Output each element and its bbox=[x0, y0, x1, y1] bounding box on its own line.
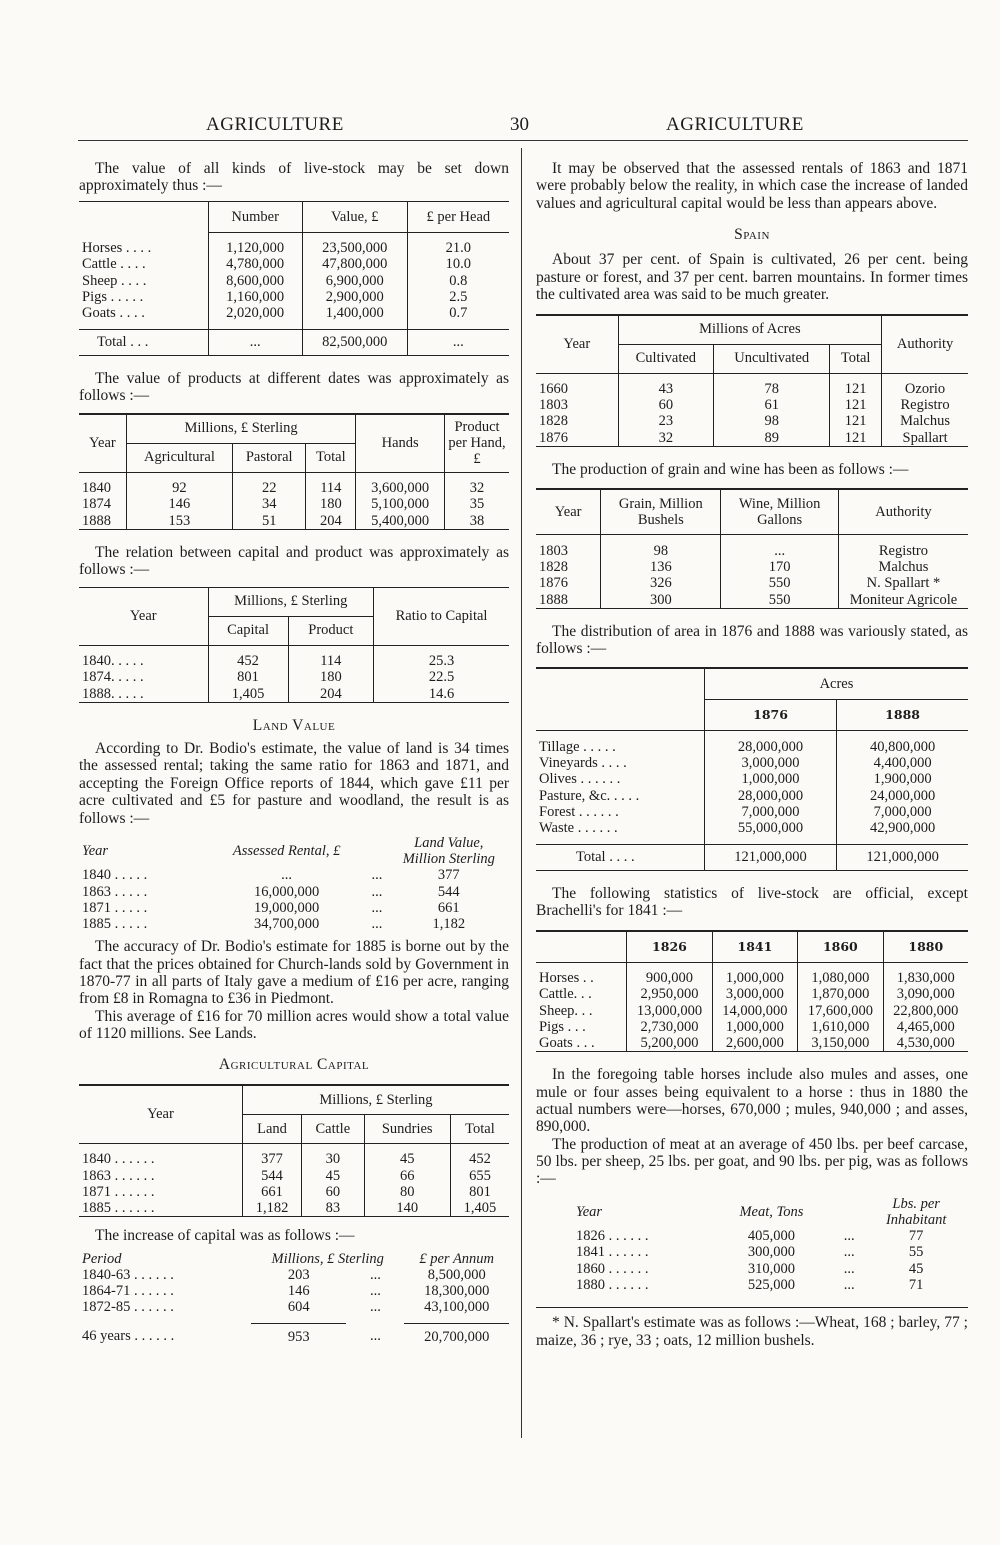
table-row: Goats . . . . 2,020,000 1,400,000 0.7 bbox=[79, 305, 509, 321]
footnote: * N. Spallart's estimate was as follows :—Wheat, 168 ; barley, 77 ; maize, 36 ; rye, 33 ; oats, 12 million bushels. bbox=[536, 1307, 968, 1349]
col-head: £ per Head bbox=[407, 201, 509, 232]
table-row: Horses . . 900,000 1,000,000 1,080,000 1,830,000 bbox=[536, 970, 968, 986]
paragraph: About 37 per cent. of Spain is cultivated, 26 per cent. being pasture or forest, and 37 per cent. barren mountains. In former times the cultivated area was said to be much greater. bbox=[536, 251, 968, 304]
paragraph: This average of £16 for 70 million acres would show a total value of 1120 millions. See Lands. bbox=[79, 1007, 509, 1043]
paragraph: The production of grain and wine has been as follows :— bbox=[552, 460, 909, 478]
table-row: 1863 . . . . . 16,000,000 ... 544 bbox=[82, 883, 460, 900]
table-row: Waste . . . . . . 55,000,000 42,900,000 bbox=[536, 820, 968, 836]
table-row: 1860 . . . . . . 310,000 ... 45 bbox=[576, 1260, 924, 1277]
table-row: Horses . . . . 1,120,000 23,500,000 21.0 bbox=[79, 240, 509, 256]
table-row: 1828 136 170 Malchus bbox=[536, 559, 968, 575]
column-divider bbox=[521, 148, 522, 1438]
grain-wine-table: Year Grain, Million Bushels Wine, Million Gallons Authority 1803 98 ... Registro 1828 136 170 Malchus 1876 326 550 N. Spallart * 1888 300 550 Moniteur Agricole bbox=[536, 488, 968, 608]
right-column bbox=[536, 160, 968, 1349]
agricultural-capital-table: Year Millions, £ Sterling Land Cattle Sundries Total 1840 . . . . . . 377 30 45 452 1863 . . . . . . 544 45 66 655 1871 . . . . . . 661 60 80 801 1885 . . . . . . 1,182 83 140 1,405 bbox=[79, 1084, 509, 1217]
col-head: Number bbox=[208, 201, 302, 232]
table-row: 1871 . . . . . 19,000,000 ... 661 bbox=[82, 899, 460, 916]
table-row: Tillage . . . . . 28,000,000 40,800,000 bbox=[536, 739, 968, 755]
table-row: 1840-63 . . . . . . 203 ... 8,500,000 bbox=[82, 1266, 486, 1283]
left-column bbox=[79, 160, 509, 1350]
paragraph: In the foregoing table horses include also mules and asses, one mule or four asses being equivalent to a horse : thus in 1880 the actual numbers were—horses, 670,000 ; mules, 940,000 ; and asses, 890,000. bbox=[536, 1066, 968, 1136]
livestock-statistics-table: 1826 1841 1860 1880 Horses . . 900,000 1,000,000 1,080,000 1,830,000 Cattle. . . 2,950,000 3,000,000 1,870,000 3,090,000 Sheep. . . 13,000,000 14,000,000 17,600,000 22,800,000 Pigs . . . 2,730,000 1,000,000 1,610,000 4,465,000 Goats . . . 5,200,000 2,600,000 3,150,000 4,530,000 bbox=[536, 930, 968, 1053]
table-row: Goats . . . 5,200,000 2,600,000 3,150,000 4,530,000 bbox=[536, 1035, 968, 1052]
table-row: Pigs . . . . . 1,160,000 2,900,000 2.5 bbox=[79, 289, 509, 305]
capital-product-table: Year Millions, £ Sterling Ratio to Capital Capital Product 1840. . . . . 452 114 25.3 1874. . . . . 801 180 22.5 1888. . . . . 1,405 204 14.6 bbox=[79, 587, 509, 703]
table-row: Sheep. . . 13,000,000 14,000,000 17,600,000 22,800,000 bbox=[536, 1003, 968, 1019]
table-row: Cattle. . . 2,950,000 3,000,000 1,870,000 3,090,000 bbox=[536, 986, 968, 1002]
paragraph: The following statistics of live-stock are official, except Brachelli's for 1841 :— bbox=[536, 884, 968, 920]
capital-increase-table: Period Millions, £ Sterling £ per Annum 1840-63 . . . . . . 203 ... 8,500,000 1864-71 . . . . . . 146 ... 18,300,000 1872-85 . . . . . . 604 ... 43,100,000 46 years . . . . . . 953 ... 20,700,000 bbox=[79, 1251, 509, 1350]
spain-area-table: Year Millions of Acres Authority Cultivated Uncultivated Total 1660 43 78 121 Ozorio 1803 60 61 121 Registro 1828 23 98 121 Malchus 1876 32 89 121 Spallart bbox=[536, 314, 968, 447]
page-header bbox=[78, 114, 968, 141]
paragraph: According to Dr. Bodio's estimate, the value of land is 34 times the assessed rental; taking the same ratio for 1863 and 1871, and accepting the Foreign Office reports of 1844, which gave £11 per acre cultivated and £5 for pasture and woodland, the result is as follows :— bbox=[79, 740, 509, 827]
table-row: 1863 . . . . . . 544 45 66 655 bbox=[79, 1168, 509, 1184]
table-row: Pasture, &c. . . . . 28,000,000 24,000,000 bbox=[536, 788, 968, 804]
paragraph: The increase of capital was as follows :— bbox=[95, 1227, 355, 1245]
table-row: 1840 . . . . . ... ... 377 bbox=[82, 867, 460, 884]
running-head-right: AGRICULTURE bbox=[666, 114, 804, 135]
paragraph: The relation between capital and product was approximately as follows :— bbox=[79, 543, 509, 579]
table-row: Vineyards . . . . 3,000,000 4,400,000 bbox=[536, 755, 968, 771]
table-row: 1803 60 61 121 Registro bbox=[536, 397, 968, 413]
section-title: Agricultural Capital bbox=[218, 1056, 370, 1074]
col-head: Value, £ bbox=[302, 201, 407, 232]
running-head-left: AGRICULTURE bbox=[206, 114, 344, 135]
table-row: 1888 300 550 Moniteur Agricole bbox=[536, 592, 968, 609]
paragraph: The value of all kinds of live-stock may be set down approximately thus :— bbox=[79, 160, 509, 195]
table-row: 1828 23 98 121 Malchus bbox=[536, 413, 968, 429]
paragraph: It may be observed that the assessed rentals of 1863 and 1871 were probably below the reality, in which case the increase of landed values and agricultural capital would be less than appears above. bbox=[536, 160, 968, 212]
table-total-row: Total . . . ... 82,500,000 ... bbox=[79, 329, 509, 355]
area-distribution-table: Acres 1876 1888 Tillage . . . . . 28,000,000 40,800,000 Vineyards . . . . 3,000,000 4,400,000 Olives . . . . . . 1,000,000 1,900,000 Pasture, &c. . . . . 28,000,000 24,000,000 Forest . . . . . . 7,000,000 7,000,000 Waste . . . . . . 55,000,000 42,900,000 Total . . . . 121,000,000 121,000,000 bbox=[536, 667, 968, 870]
table-row: 1872-85 . . . . . . 604 ... 43,100,000 bbox=[82, 1299, 490, 1316]
meat-production-table: Year Meat, Tons Lbs. per Inhabitant 1826 . . . . . . 405,000 ... 77 1841 . . . . . . 300,000 ... 55 1860 . . . . . . 310,000 ... 45 1880 . . . . . . 525,000 ... 71 bbox=[536, 1196, 968, 1293]
table-row: 1803 98 ... Registro bbox=[536, 543, 968, 559]
table-row: 1840 92 22 114 3,600,000 32 bbox=[79, 480, 509, 496]
paragraph: The value of products at different dates was approximately as follows :— bbox=[79, 369, 509, 405]
table-row: 1874. . . . . 801 180 22.5 bbox=[79, 669, 509, 685]
paragraph: The production of meat at an average of 450 lbs. per beef carcase, 50 lbs. per sheep, 25 lbs. per goat, and 90 lbs. per pig, was as follows :— bbox=[536, 1135, 968, 1188]
table-row: 1871 . . . . . . 661 60 80 801 bbox=[79, 1184, 509, 1200]
table-row: Olives . . . . . . 1,000,000 1,900,000 bbox=[536, 771, 968, 787]
table-row: 1876 326 550 N. Spallart * bbox=[536, 575, 968, 591]
table-row: 1840. . . . . 452 114 25.3 bbox=[79, 653, 509, 669]
table-total-row: 46 years . . . . . . 953 ... 20,700,000 bbox=[82, 1328, 490, 1345]
table-row: 1888. . . . . 1,405 204 14.6 bbox=[79, 686, 509, 703]
table-row: 1885 . . . . . 34,700,000 ... 1,182 bbox=[82, 916, 466, 933]
paragraph: The accuracy of Dr. Bodio's estimate for 1885 is borne out by the fact that the prices obtained for Church-lands sold by Government in 1870-77 in all parts of Italy gave a medium of £16 per acre, ranging from £8 in Romagna to £36 in Piedmont. bbox=[79, 938, 509, 1008]
land-value-table: Year Assessed Rental, £ Land Value, Million Sterling 1840 . . . . . ... ... 377 1863 . . . . . 16,000,000 ... 544 1871 . . . . . 19,000,000 ... 661 1885 . . . . . 34,700,000 ... 1,182 bbox=[79, 835, 509, 932]
table-row: 1880 . . . . . . 525,000 ... 71 bbox=[576, 1276, 924, 1293]
section-title: Land Value bbox=[252, 716, 336, 734]
table-row: Forest . . . . . . 7,000,000 7,000,000 bbox=[536, 804, 968, 820]
table-row: Sheep . . . . 8,600,000 6,900,000 0.8 bbox=[79, 273, 509, 289]
livestock-value-table bbox=[79, 201, 509, 356]
table-row: 1888 153 51 204 5,400,000 38 bbox=[79, 513, 509, 530]
table-row: 1874 146 34 180 5,100,000 35 bbox=[79, 496, 509, 512]
table-row: Cattle . . . . 4,780,000 47,800,000 10.0 bbox=[79, 256, 509, 272]
table-row: 1876 32 89 121 Spallart bbox=[536, 430, 968, 447]
products-table: Year Millions, £ Sterling Hands Product per Hand, £ Agricultural Pastoral Total 1840 92 22 114 3,600,000 32 1874 146 34 180 5,100,000 35 1888 153 51 204 5,400,000 38 bbox=[79, 413, 509, 530]
table-row: 1841 . . . . . . 300,000 ... 55 bbox=[576, 1244, 924, 1261]
table-total-row: Total . . . . 121,000,000 121,000,000 bbox=[536, 844, 968, 870]
table-row: Pigs . . . 2,730,000 1,000,000 1,610,000 4,465,000 bbox=[536, 1019, 968, 1035]
table-row: 1885 . . . . . . 1,182 83 140 1,405 bbox=[79, 1200, 509, 1217]
section-title: Spain bbox=[734, 226, 770, 244]
table-row: 1660 43 78 121 Ozorio bbox=[536, 381, 968, 397]
table-row: 1826 . . . . . . 405,000 ... 77 bbox=[576, 1228, 924, 1245]
paragraph: The distribution of area in 1876 and 1888 was variously stated, as follows :— bbox=[536, 622, 968, 658]
page-number: 30 bbox=[510, 114, 529, 135]
table-row: 1864-71 . . . . . . 146 ... 18,300,000 bbox=[82, 1283, 490, 1300]
table-row: 1840 . . . . . . 377 30 45 452 bbox=[79, 1151, 509, 1167]
